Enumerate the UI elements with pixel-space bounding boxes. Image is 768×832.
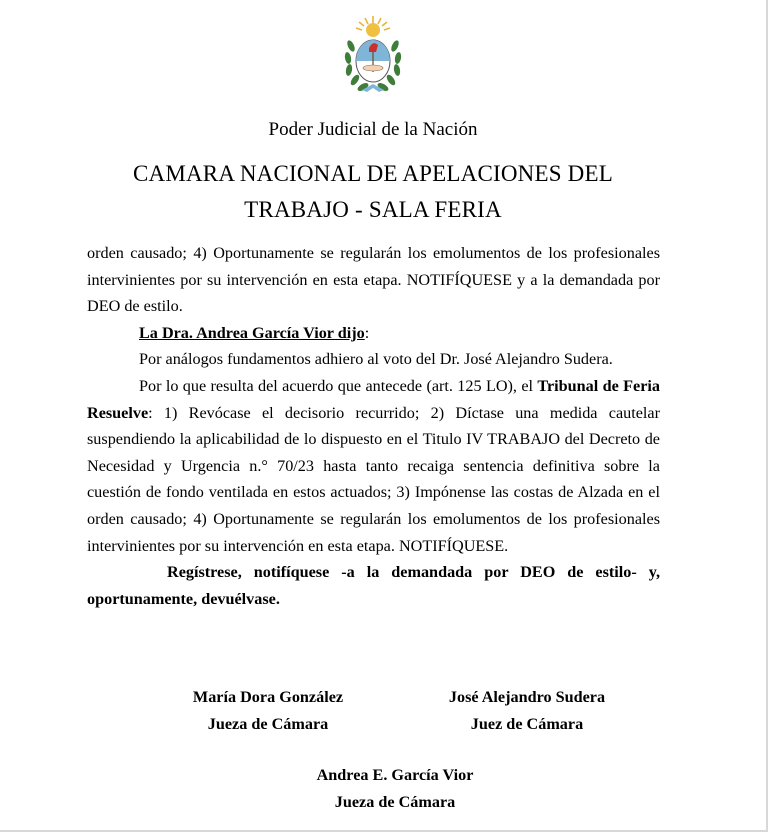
paragraph-resolution: Por lo que resulta del acuerdo que antecede (art. 125 LO), el Tribunal de Feria Resuelve: 1) Revócase el decisorio recurrido; 2) Díctase una medida cautelar suspendiendo la aplicabilidad de lo dispuesto en el Titulo IV TRABAJO del Decreto de Necesidad y Urgencia n.° 70/23 hasta tanto recaiga sentencia definitiva sobre la cuestión de fondo ventilada en estos actuados; 3) Impónense las costas de Alzada en el orden causado; 4) Oportunamente se regularán los emolumentos de los profesionales intervinientes por su intervención en esta etapa. NOTIFÍQUESE. <box>87 376 660 555</box>
signature-garcia-vior <box>290 762 500 816</box>
signature-name: José Alejandro Sudera <box>448 688 606 706</box>
paragraph-costs: orden causado; 4) Oportunamente se regularán los emolumentos de los profesionales intervinientes por su intervención en esta etapa. NOTIFÍQUESE y a la demandada por DEO de estilo. <box>87 244 660 316</box>
judge-vote-heading: La Dra. Andrea García Vior dijo <box>139 323 365 342</box>
resolution-body <box>87 240 660 612</box>
paragraph-closing: Regístrese, notifíquese -a la demandada por DEO de estilo- y, oportunamente, devuélvase. <box>87 563 660 608</box>
institution-title: Poder Judicial de la Nación <box>268 119 478 140</box>
paragraph-judge-vote-heading: La Dra. Andrea García Vior dijo: <box>139 323 370 342</box>
paragraph-adhesion: Por análogos fundamentos adhiero al voto del Dr. José Alejandro Sudera. <box>139 350 613 369</box>
signature-gonzalez <box>168 684 368 738</box>
court-title <box>90 156 656 228</box>
signature-name: María Dora González <box>192 688 344 706</box>
signature-title: Jueza de Cámara <box>207 715 329 733</box>
signature-title: Jueza de Cámara <box>334 793 456 811</box>
sun <box>366 23 380 37</box>
signature-title: Juez de Cámara <box>470 715 584 733</box>
court-title-line-1: CAMARA NACIONAL DE APELACIONES DEL <box>132 161 613 186</box>
signature-name: Andrea E. García Vior <box>316 766 474 784</box>
signature-sudera <box>413 684 641 738</box>
tribunal-resolves: Tribunal de Feria Resuelve <box>87 376 660 422</box>
court-title-line-2: TRABAJO - SALA FERIA <box>244 197 502 222</box>
coat-of-arms-seal-icon <box>338 14 408 98</box>
